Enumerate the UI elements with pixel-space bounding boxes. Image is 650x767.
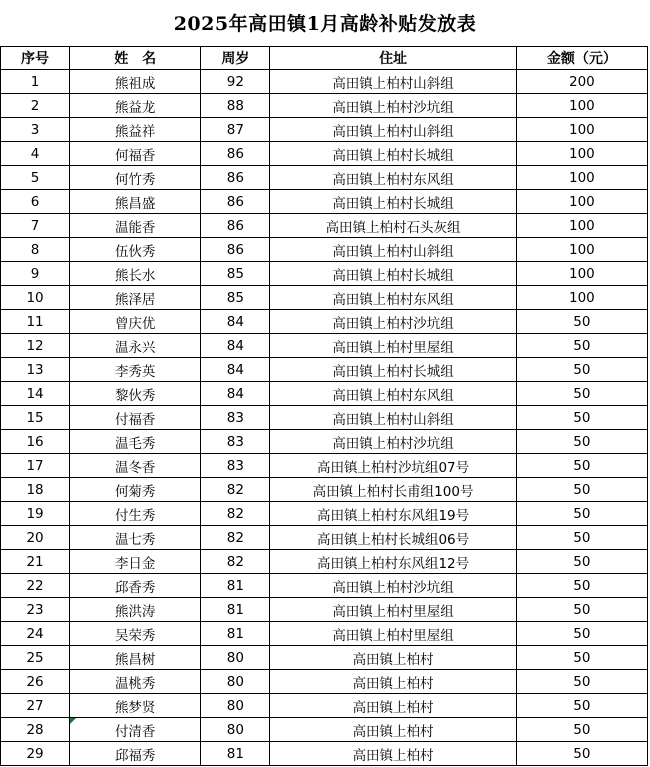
cell-age[interactable]: 92 xyxy=(201,70,270,94)
cell-no[interactable]: 29 xyxy=(1,742,70,766)
table-row xyxy=(1,454,648,478)
cell-name[interactable]: 邱福秀 xyxy=(70,742,201,766)
cell-amount[interactable]: 50 xyxy=(516,454,647,478)
cell-no[interactable]: 25 xyxy=(1,646,70,670)
cell-no[interactable]: 9 xyxy=(1,262,70,286)
cell-amount[interactable]: 50 xyxy=(516,478,647,502)
cell-age[interactable]: 86 xyxy=(201,238,270,262)
table-row xyxy=(1,478,648,502)
table-row xyxy=(1,622,648,646)
cell-age[interactable]: 81 xyxy=(201,598,270,622)
cell-no[interactable]: 21 xyxy=(1,550,70,574)
cell-name[interactable]: 熊益龙 xyxy=(70,94,201,118)
cell-address[interactable]: 高田镇上柏村山斜组 xyxy=(270,406,516,430)
cell-amount[interactable]: 50 xyxy=(516,358,647,382)
cell-name[interactable]: 温能香 xyxy=(70,214,201,238)
cell-address[interactable]: 高田镇上柏村长甫组100号 xyxy=(270,478,516,502)
cell-amount[interactable]: 50 xyxy=(516,550,647,574)
cell-age[interactable]: 82 xyxy=(201,550,270,574)
cell-age[interactable]: 87 xyxy=(201,118,270,142)
cell-age[interactable]: 81 xyxy=(201,622,270,646)
cell-amount[interactable]: 100 xyxy=(516,142,647,166)
cell-amount[interactable]: 100 xyxy=(516,166,647,190)
cell-address[interactable]: 高田镇上柏村山斜组 xyxy=(270,70,516,94)
cell-no[interactable]: 5 xyxy=(1,166,70,190)
cell-no[interactable]: 27 xyxy=(1,694,70,718)
header-name: 姓 名 xyxy=(70,47,201,70)
table-row xyxy=(1,286,648,310)
table-row xyxy=(1,598,648,622)
cell-amount[interactable]: 50 xyxy=(516,526,647,550)
cell-address[interactable]: 高田镇上柏村山斜组 xyxy=(270,118,516,142)
cell-amount[interactable]: 50 xyxy=(516,334,647,358)
cell-amount[interactable]: 100 xyxy=(516,238,647,262)
cell-name[interactable]: 黎伙秀 xyxy=(70,382,201,406)
table-row xyxy=(1,502,648,526)
cell-age[interactable]: 83 xyxy=(201,406,270,430)
cell-age[interactable]: 84 xyxy=(201,334,270,358)
cell-no[interactable]: 24 xyxy=(1,622,70,646)
cell-no[interactable]: 23 xyxy=(1,598,70,622)
cell-no[interactable]: 26 xyxy=(1,670,70,694)
cell-no[interactable]: 15 xyxy=(1,406,70,430)
cell-no[interactable]: 2 xyxy=(1,94,70,118)
cell-name[interactable]: 温永兴 xyxy=(70,334,201,358)
cell-name[interactable]: 熊长水 xyxy=(70,262,201,286)
cell-no[interactable]: 1 xyxy=(1,70,70,94)
cell-age[interactable]: 84 xyxy=(201,310,270,334)
cell-no[interactable]: 11 xyxy=(1,310,70,334)
cell-age[interactable]: 83 xyxy=(201,454,270,478)
cell-no[interactable]: 8 xyxy=(1,238,70,262)
cell-amount[interactable]: 100 xyxy=(516,94,647,118)
cell-name[interactable]: 温桃秀 xyxy=(70,670,201,694)
cell-name[interactable]: 何福香 xyxy=(70,142,201,166)
header-row xyxy=(1,47,648,70)
cell-age[interactable]: 80 xyxy=(201,718,270,742)
table-row xyxy=(1,430,648,454)
cell-address[interactable]: 高田镇上柏村 xyxy=(270,694,516,718)
cell-address[interactable]: 高田镇上柏村 xyxy=(270,646,516,670)
cell-address[interactable]: 高田镇上柏村东风组19号 xyxy=(270,502,516,526)
cell-address[interactable]: 高田镇上柏村 xyxy=(270,742,516,766)
cell-amount[interactable]: 50 xyxy=(516,742,647,766)
cell-name[interactable]: 熊益祥 xyxy=(70,118,201,142)
cell-age[interactable]: 82 xyxy=(201,526,270,550)
cell-amount[interactable]: 50 xyxy=(516,406,647,430)
cell-no[interactable]: 17 xyxy=(1,454,70,478)
cell-no[interactable]: 6 xyxy=(1,190,70,214)
cell-amount[interactable]: 100 xyxy=(516,190,647,214)
cell-address[interactable]: 高田镇上柏村东风组 xyxy=(270,286,516,310)
cell-no[interactable]: 10 xyxy=(1,286,70,310)
cell-name[interactable]: 付生秀 xyxy=(70,502,201,526)
table-row xyxy=(1,70,648,94)
cell-no[interactable]: 3 xyxy=(1,118,70,142)
cell-address[interactable]: 高田镇上柏村东风组 xyxy=(270,382,516,406)
cell-address[interactable]: 高田镇上柏村沙坑组 xyxy=(270,310,516,334)
header-address: 住址 xyxy=(270,47,516,70)
cell-no[interactable]: 22 xyxy=(1,574,70,598)
cell-address[interactable]: 高田镇上柏村长城组 xyxy=(270,142,516,166)
cell-no[interactable]: 19 xyxy=(1,502,70,526)
header-no: 序号 xyxy=(1,47,70,70)
cell-amount[interactable]: 100 xyxy=(516,286,647,310)
cell-age[interactable]: 81 xyxy=(201,574,270,598)
cell-name[interactable]: 付福香 xyxy=(70,406,201,430)
table-row xyxy=(1,190,648,214)
cell-name[interactable]: 何菊秀 xyxy=(70,478,201,502)
cell-address[interactable]: 高田镇上柏村 xyxy=(270,718,516,742)
cell-name[interactable]: 熊泽居 xyxy=(70,286,201,310)
cell-amount[interactable]: 50 xyxy=(516,430,647,454)
table-row xyxy=(1,382,648,406)
table-row xyxy=(1,574,648,598)
cell-age[interactable]: 84 xyxy=(201,382,270,406)
cell-age[interactable]: 85 xyxy=(201,286,270,310)
cell-amount[interactable]: 50 xyxy=(516,310,647,334)
cell-no[interactable]: 13 xyxy=(1,358,70,382)
cell-amount[interactable]: 100 xyxy=(516,214,647,238)
cell-address[interactable]: 高田镇上柏村石头灰组 xyxy=(270,214,516,238)
subsidy-table xyxy=(0,46,648,766)
cell-name[interactable]: 熊祖成 xyxy=(70,70,201,94)
table-row xyxy=(1,670,648,694)
cell-address[interactable]: 高田镇上柏村 xyxy=(270,670,516,694)
table-row xyxy=(1,262,648,286)
cell-age[interactable]: 82 xyxy=(201,478,270,502)
cell-name[interactable]: 熊昌盛 xyxy=(70,190,201,214)
table-row xyxy=(1,358,648,382)
table-row xyxy=(1,406,648,430)
cell-amount[interactable]: 100 xyxy=(516,118,647,142)
cell-address[interactable]: 高田镇上柏村长城组 xyxy=(270,358,516,382)
cell-age[interactable]: 86 xyxy=(201,166,270,190)
cell-amount[interactable]: 50 xyxy=(516,574,647,598)
table-row xyxy=(1,118,648,142)
cell-age[interactable]: 85 xyxy=(201,262,270,286)
cell-age[interactable]: 83 xyxy=(201,430,270,454)
cell-name[interactable]: 李秀英 xyxy=(70,358,201,382)
cell-name[interactable]: 熊梦贤 xyxy=(70,694,201,718)
cell-name[interactable]: 熊昌树 xyxy=(70,646,201,670)
cell-amount[interactable]: 100 xyxy=(516,262,647,286)
cell-address[interactable]: 高田镇上柏村东风组12号 xyxy=(270,550,516,574)
table-row xyxy=(1,310,648,334)
cell-name[interactable]: 温毛秀 xyxy=(70,430,201,454)
cell-amount[interactable]: 50 xyxy=(516,502,647,526)
cell-address[interactable]: 高田镇上柏村长城组 xyxy=(270,262,516,286)
cell-age[interactable]: 84 xyxy=(201,358,270,382)
cell-age[interactable]: 88 xyxy=(201,94,270,118)
cell-amount[interactable]: 50 xyxy=(516,694,647,718)
cell-amount[interactable]: 50 xyxy=(516,598,647,622)
cell-no[interactable]: 14 xyxy=(1,382,70,406)
cell-no[interactable]: 20 xyxy=(1,526,70,550)
cell-name[interactable]: 何竹秀 xyxy=(70,166,201,190)
cell-age[interactable]: 86 xyxy=(201,214,270,238)
cell-address[interactable]: 高田镇上柏村东风组 xyxy=(270,166,516,190)
table-row xyxy=(1,742,648,766)
table-row xyxy=(1,238,648,262)
cell-name[interactable]: 付清香 xyxy=(70,718,201,742)
cell-address[interactable]: 高田镇上柏村里屋组 xyxy=(270,622,516,646)
cell-age[interactable]: 80 xyxy=(201,670,270,694)
cell-name[interactable]: 曾庆优 xyxy=(70,310,201,334)
cell-age[interactable]: 80 xyxy=(201,646,270,670)
cell-age[interactable]: 86 xyxy=(201,142,270,166)
cell-name[interactable]: 吴荣秀 xyxy=(70,622,201,646)
cell-address[interactable]: 高田镇上柏村里屋组 xyxy=(270,598,516,622)
cell-amount[interactable]: 200 xyxy=(516,70,647,94)
cell-no[interactable]: 4 xyxy=(1,142,70,166)
cell-no[interactable]: 28 xyxy=(1,718,70,742)
comment-indicator-icon xyxy=(70,718,76,724)
cell-amount[interactable]: 50 xyxy=(516,646,647,670)
cell-address[interactable]: 高田镇上柏村长城组 xyxy=(270,190,516,214)
cell-amount[interactable]: 50 xyxy=(516,622,647,646)
cell-age[interactable]: 82 xyxy=(201,502,270,526)
cell-name[interactable]: 温冬香 xyxy=(70,454,201,478)
cell-address[interactable]: 高田镇上柏村沙坑组 xyxy=(270,430,516,454)
cell-age[interactable]: 86 xyxy=(201,190,270,214)
cell-no[interactable]: 16 xyxy=(1,430,70,454)
cell-amount[interactable]: 50 xyxy=(516,382,647,406)
cell-amount[interactable]: 50 xyxy=(516,718,647,742)
cell-name[interactable]: 邱香秀 xyxy=(70,574,201,598)
table-row xyxy=(1,94,648,118)
table-row xyxy=(1,718,648,742)
cell-name[interactable]: 李日金 xyxy=(70,550,201,574)
cell-name[interactable]: 伍伙秀 xyxy=(70,238,201,262)
table-row xyxy=(1,166,648,190)
cell-address[interactable]: 高田镇上柏村沙坑组 xyxy=(270,574,516,598)
cell-no[interactable]: 12 xyxy=(1,334,70,358)
table-row xyxy=(1,526,648,550)
cell-no[interactable]: 7 xyxy=(1,214,70,238)
table-row xyxy=(1,214,648,238)
document-title: 2025年高田镇1月高龄补贴发放表 xyxy=(173,13,477,35)
table-row xyxy=(1,142,648,166)
table-row xyxy=(1,334,648,358)
table-row xyxy=(1,550,648,574)
cell-name[interactable]: 温七秀 xyxy=(70,526,201,550)
cell-age[interactable]: 81 xyxy=(201,742,270,766)
cell-amount[interactable]: 50 xyxy=(516,670,647,694)
header-age: 周岁 xyxy=(201,47,270,70)
cell-no[interactable]: 18 xyxy=(1,478,70,502)
cell-address[interactable]: 高田镇上柏村沙坑组 xyxy=(270,94,516,118)
cell-address[interactable]: 高田镇上柏村山斜组 xyxy=(270,238,516,262)
table-row xyxy=(1,694,648,718)
table-row xyxy=(1,646,648,670)
table-body xyxy=(1,70,648,766)
cell-address[interactable]: 高田镇上柏村沙坑组07号 xyxy=(270,454,516,478)
cell-address[interactable]: 高田镇上柏村里屋组 xyxy=(270,334,516,358)
cell-name[interactable]: 熊洪涛 xyxy=(70,598,201,622)
header-amount: 金额（元） xyxy=(516,47,647,70)
cell-age[interactable]: 80 xyxy=(201,694,270,718)
cell-address[interactable]: 高田镇上柏村长城组06号 xyxy=(270,526,516,550)
